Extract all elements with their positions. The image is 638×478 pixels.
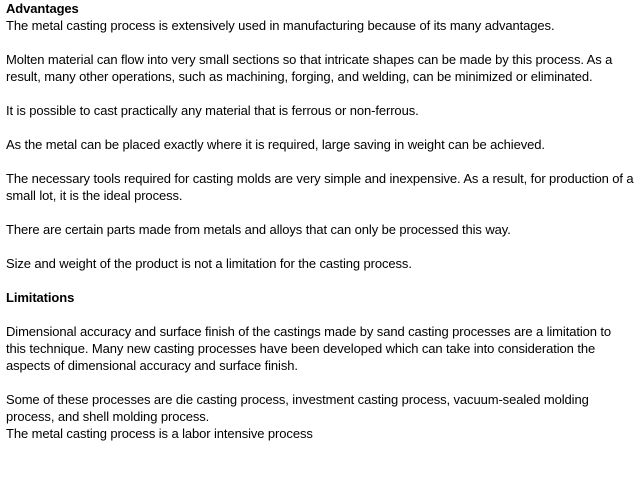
advantages-heading: Advantages [6, 1, 79, 16]
limitations-heading: Limitations [6, 290, 75, 305]
advantage-paragraph: The necessary tools required for casting molds are very simple and inexpensive. As a result, for production of a small lot, it is the ideal process. [6, 171, 634, 203]
advantage-paragraph: Molten material can flow into very small sections so that intricate shapes can be made by this process. As a result, many other operations, such as machining, forging, and welding, can be minimized or eliminated. [6, 52, 613, 84]
limitation-paragraph: The metal casting process is a labor intensive process [6, 426, 313, 441]
advantage-paragraph: It is possible to cast practically any material that is ferrous or non-ferrous. [6, 103, 419, 118]
limitation-paragraph: Dimensional accuracy and surface finish of the castings made by sand casting processes are a limitation to this technique. Many new casting processes have been developed which can take into consideration the aspects of dimensional accuracy and surface finish. [6, 324, 612, 373]
advantage-paragraph: As the metal can be placed exactly where it is required, large saving in weight can be achieved. [6, 137, 545, 152]
document-body [6, 0, 634, 442]
limitation-paragraph: Some of these processes are die casting process, investment casting process, vacuum-sealed molding process, and shell molding process. [6, 392, 589, 424]
advantage-paragraph: Size and weight of the product is not a limitation for the casting process. [6, 256, 412, 271]
advantages-block [6, 0, 634, 34]
advantages-intro: The metal casting process is extensively used in manufacturing because of its many advantages. [6, 18, 555, 33]
advantage-paragraph: There are certain parts made from metals and alloys that can only be processed this way. [6, 222, 511, 237]
